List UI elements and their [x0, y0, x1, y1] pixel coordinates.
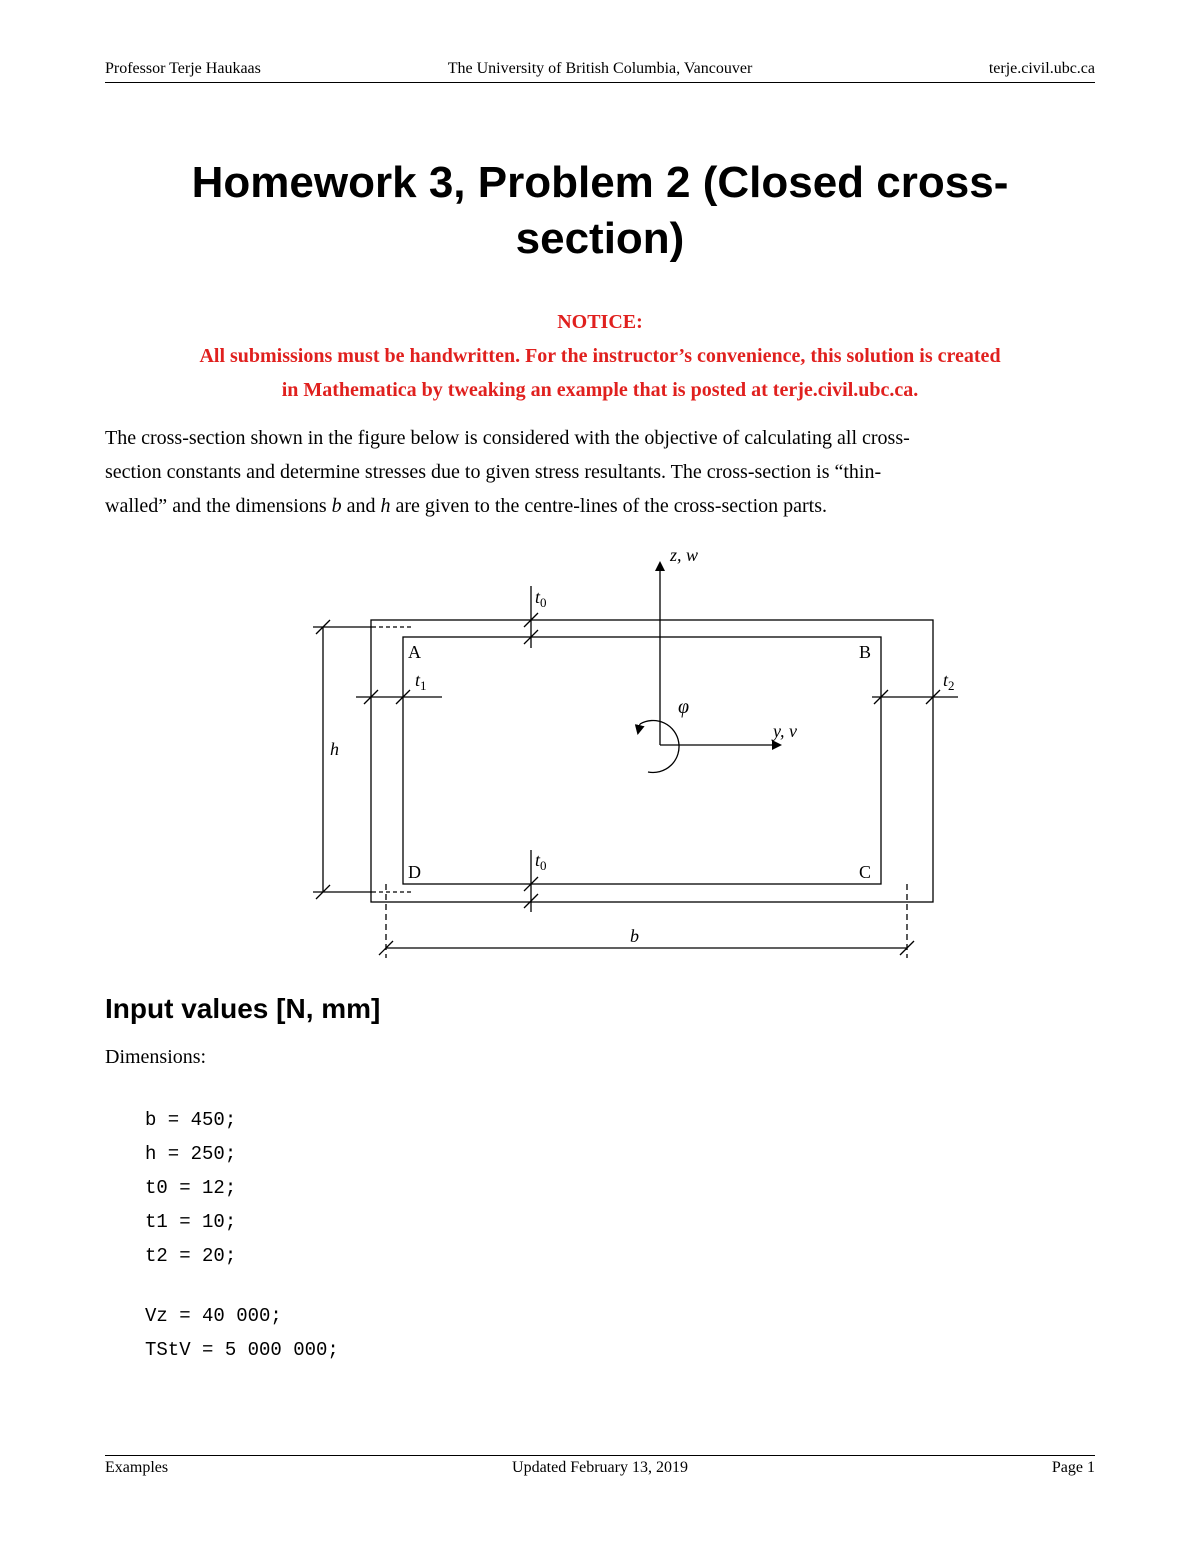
- inner-outline: [403, 637, 881, 884]
- corner-a-label: A: [408, 642, 421, 662]
- header-institution: The University of British Columbia, Vancouver: [447, 60, 753, 77]
- footer-section: Examples: [105, 1459, 169, 1476]
- intro-line-1: The cross-section shown in the figure below is considered with the objective of calculating all cross-: [105, 427, 910, 449]
- t2-label: $t_2$: [943, 670, 955, 693]
- h-dimension-label: h: [330, 739, 339, 759]
- rotation-phi-label: φ: [678, 696, 690, 718]
- title-line-1: Homework 3, Problem 2 (Closed cross-: [191, 158, 1009, 207]
- intro-line-2: section constants and determine stresses due to given stress resultants. The cross-section is “thin-: [105, 461, 882, 483]
- notice-line-1: All submissions must be handwritten. For the instructor’s convenience, this solution is created: [199, 345, 1001, 367]
- notice-heading: NOTICE:: [557, 311, 643, 333]
- header-author: Professor Terje Haukaas: [105, 60, 261, 77]
- footer-updated: Updated February 13, 2019: [512, 1459, 688, 1476]
- t0-bottom-label: $t_0$: [535, 850, 547, 873]
- intro-text-a: walled” and the dimensions: [105, 495, 332, 517]
- outer-outline: [371, 620, 933, 902]
- code-line: t2 = 20;: [145, 1245, 237, 1267]
- intro-text-c: and: [341, 495, 381, 517]
- code-block-dimensions: [145, 1103, 236, 1273]
- intro-var-b: b: [331, 495, 342, 517]
- code-line: h = 250;: [145, 1143, 237, 1165]
- corner-d-label: D: [408, 862, 421, 882]
- page-footer: [105, 1455, 1095, 1480]
- code-line: TStV = 5 000 000;: [145, 1339, 339, 1361]
- corner-c-label: C: [859, 862, 872, 882]
- t1-label: $t_1$: [415, 670, 427, 693]
- code-line: t0 = 12;: [145, 1177, 237, 1199]
- b-dimension-label: b: [630, 926, 639, 946]
- code-block-loads: [145, 1299, 339, 1367]
- intro-text-e: are given to the centre-lines of the cross-section parts.: [390, 495, 828, 517]
- input-values-heading: Input values [N, mm]: [105, 993, 381, 1024]
- code-line: Vz = 40 000;: [145, 1305, 282, 1327]
- intro-var-h: h: [380, 495, 391, 517]
- title-line-2: section): [515, 214, 685, 263]
- code-line: b = 450;: [145, 1109, 237, 1131]
- code-line: t1 = 10;: [145, 1211, 237, 1233]
- t0-top-label: $t_0$: [535, 587, 547, 610]
- dimensions-label: Dimensions:: [105, 1046, 207, 1068]
- header-website: terje.civil.ubc.ca: [988, 60, 1095, 77]
- notice-line-2: in Mathematica by tweaking an example that is posted at terje.civil.ubc.ca.: [281, 379, 919, 401]
- y-axis-label: y, v: [773, 721, 797, 741]
- footer-page-number: Page 1: [1051, 1459, 1095, 1476]
- corner-b-label: B: [859, 642, 872, 662]
- z-axis-label: z, w: [670, 545, 699, 565]
